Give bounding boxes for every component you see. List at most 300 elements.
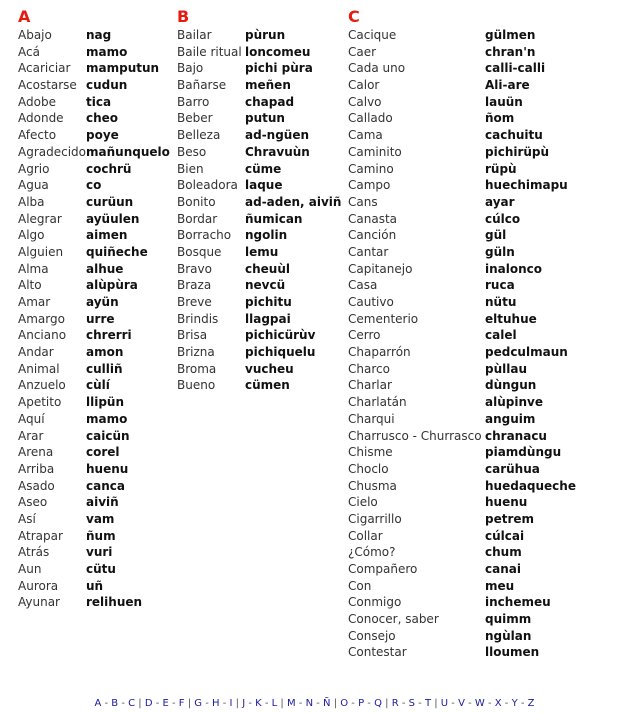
mapuche-term: ayüulen <box>86 211 140 226</box>
spanish-term: Acariciar <box>18 61 71 76</box>
spanish-term: Cama <box>348 128 383 143</box>
spanish-term: ¿Cómo? <box>348 545 396 560</box>
spanish-term: Adobe <box>18 94 56 109</box>
spanish-term: Amar <box>18 295 51 309</box>
mapuche-term: culliñ <box>86 361 123 376</box>
mapuche-term: mañunquelo <box>86 144 170 159</box>
spanish-term: Contestar <box>348 645 407 660</box>
spanish-term: Atrás <box>18 545 50 560</box>
spanish-term: Abajo <box>18 28 52 42</box>
spanish-term: Charco <box>348 361 390 376</box>
spanish-term: Charqui <box>348 411 395 426</box>
glossary-row <box>348 311 537 328</box>
spanish-term: Bajo <box>177 61 204 76</box>
glossary-row <box>18 211 140 228</box>
spanish-term: Bañarse <box>177 78 227 93</box>
alphabet-link[interactable]: K <box>255 698 262 709</box>
group-separator: | <box>277 698 287 709</box>
alphabet-link[interactable]: S <box>408 698 415 709</box>
mapuche-term: cümen <box>245 378 290 393</box>
alphabet-link[interactable]: E <box>162 698 169 709</box>
group-separator: | <box>381 698 392 709</box>
glossary-row <box>18 494 119 511</box>
spanish-term: Alguien <box>18 244 64 259</box>
spanish-term: Aseo <box>18 495 48 510</box>
glossary-row <box>18 361 123 378</box>
glossary-row <box>177 161 282 178</box>
mapuche-term: cudun <box>86 78 128 93</box>
mapuche-term: eltuhue <box>485 311 537 326</box>
mapuche-term: mamo <box>86 44 128 59</box>
mapuche-term: petrem <box>485 511 535 526</box>
mapuche-term: inalonco <box>485 261 543 276</box>
mapuche-term: chrerri <box>86 328 132 343</box>
glossary-row <box>18 94 112 111</box>
glossary-row <box>177 77 291 94</box>
group-separator: | <box>431 698 441 709</box>
group-separator: | <box>232 698 243 709</box>
glossary-row <box>177 127 310 144</box>
letter-separator: - <box>261 698 272 709</box>
mapuche-term: laque <box>245 178 283 193</box>
spanish-term: Baile ritual <box>177 44 242 59</box>
mapuche-term: cütu <box>86 562 116 576</box>
letter-separator: - <box>219 698 230 709</box>
glossary-row <box>18 60 160 77</box>
spanish-term: Breve <box>177 295 212 309</box>
spanish-term: Agua <box>18 178 49 193</box>
glossary-row <box>348 194 515 211</box>
mapuche-term: nütu <box>485 295 517 309</box>
mapuche-term: alùpùra <box>86 278 138 293</box>
glossary-row <box>348 94 523 111</box>
glossary-row <box>177 377 290 394</box>
spanish-term: Alma <box>18 261 49 276</box>
spanish-term: Afecto <box>18 128 57 143</box>
letter-separator: - <box>501 698 512 709</box>
glossary-row <box>18 44 128 61</box>
mapuche-term: ñumican <box>245 211 303 226</box>
spanish-term: Brindis <box>177 311 219 326</box>
mapuche-term: ngolin <box>245 228 288 243</box>
glossary-row <box>348 394 543 411</box>
mapuche-term: nag <box>86 28 112 42</box>
alphabet-link[interactable]: L <box>271 698 278 709</box>
glossary-row <box>348 461 540 478</box>
glossary-row <box>177 94 295 111</box>
spanish-term: Campo <box>348 178 391 193</box>
mapuche-term: cochrü <box>86 161 132 176</box>
glossary-row <box>18 161 132 178</box>
glossary-row <box>348 411 536 428</box>
glossary-row <box>177 144 310 161</box>
alphabet-link[interactable]: C <box>128 698 136 709</box>
spanish-term: Calvo <box>348 94 382 109</box>
mapuche-term: canca <box>86 478 125 493</box>
spanish-term: Compañero <box>348 562 418 576</box>
letter-separator: - <box>245 698 256 709</box>
group-separator: | <box>330 698 341 709</box>
alphabet-link[interactable]: H <box>212 698 220 709</box>
mapuche-term: ad-ngüen <box>245 128 310 143</box>
mapuche-term: ngùlan <box>485 628 532 643</box>
spanish-term: Charrusco - Churrasco <box>348 428 482 443</box>
spanish-term: Aquí <box>18 411 45 426</box>
alphabet-navigation <box>0 698 629 709</box>
mapuche-term: pichi pùra <box>245 61 313 76</box>
spanish-term: Amargo <box>18 311 65 326</box>
mapuche-term: ayün <box>86 295 119 309</box>
glossary-row <box>177 177 283 194</box>
mapuche-term: rüpù <box>485 161 517 176</box>
glossary-row <box>177 361 294 378</box>
glossary-row <box>18 127 119 144</box>
mapuche-term: aiviñ <box>86 495 119 510</box>
glossary-row <box>348 377 537 394</box>
letter-separator: - <box>202 698 213 709</box>
letter-separator: - <box>313 698 324 709</box>
glossary-row <box>18 261 124 278</box>
alphabet-link[interactable]: X <box>494 698 502 709</box>
spanish-term: Apetito <box>18 395 62 410</box>
mapuche-term: quiñeche <box>86 244 148 259</box>
word-list-c <box>348 27 576 661</box>
alphabet-link[interactable]: Q <box>374 698 382 709</box>
glossary-row <box>18 528 116 545</box>
glossary-row <box>348 561 521 578</box>
glossary-row <box>18 511 115 528</box>
spanish-term: Charlar <box>348 378 392 393</box>
mapuche-term: chranacu <box>485 428 547 443</box>
mapuche-term: pùrun <box>245 28 286 42</box>
letter-separator: - <box>364 698 375 709</box>
glossary-row <box>177 27 286 44</box>
mapuche-term: lauün <box>485 94 523 109</box>
glossary-row <box>18 177 102 194</box>
glossary-row <box>348 77 530 94</box>
alphabet-link[interactable]: V <box>458 698 465 709</box>
spanish-term: Acá <box>18 44 40 59</box>
glossary-row <box>18 561 116 578</box>
spanish-term: Andar <box>18 345 54 360</box>
glossary-row <box>348 227 507 244</box>
spanish-term: Beber <box>177 111 213 126</box>
glossary-row <box>348 361 527 378</box>
mapuche-term: huechimapu <box>485 178 568 193</box>
spanish-term: Cacique <box>348 28 397 42</box>
spanish-term: Callado <box>348 111 393 126</box>
section-letter-c: C <box>348 7 360 26</box>
spanish-term: Bravo <box>177 261 212 276</box>
glossary-row <box>348 177 568 194</box>
spanish-term: Arena <box>18 445 54 460</box>
glossary-row <box>348 494 528 511</box>
mapuche-term: ñom <box>485 111 515 126</box>
glossary-row <box>348 544 522 561</box>
glossary-row <box>348 428 547 445</box>
glossary-row <box>18 294 119 311</box>
mapuche-term: lemu <box>245 244 279 259</box>
glossary-row <box>177 294 292 311</box>
glossary-row <box>348 578 515 595</box>
spanish-term: Chisme <box>348 445 393 460</box>
glossary-row <box>177 60 313 77</box>
spanish-term: Arar <box>18 428 44 443</box>
mapuche-term: dùngun <box>485 378 537 393</box>
mapuche-term: poye <box>86 128 119 143</box>
alphabet-link[interactable]: T <box>424 698 432 709</box>
spanish-term: Cautivo <box>348 295 394 309</box>
spanish-term: Así <box>18 511 36 526</box>
mapuche-term: quimm <box>485 612 532 627</box>
word-list-a <box>18 27 170 611</box>
mapuche-term: pedculmaun <box>485 345 568 360</box>
alphabet-link[interactable]: W <box>474 698 485 709</box>
mapuche-term: curüun <box>86 194 134 209</box>
spanish-term: Cementerio <box>348 311 419 326</box>
alphabet-link[interactable]: P <box>358 698 365 709</box>
glossary-row <box>348 628 532 645</box>
mapuche-term: vucheu <box>245 361 294 376</box>
alphabet-link[interactable]: I <box>229 698 233 709</box>
mapuche-term: cúlcai <box>485 528 525 543</box>
glossary-row <box>18 478 125 495</box>
mapuche-term: chran'n <box>485 44 536 59</box>
mapuche-term: calli-calli <box>485 61 546 76</box>
spanish-term: Bueno <box>177 378 216 393</box>
mapuche-term: corel <box>86 445 120 460</box>
mapuche-term: cüme <box>245 161 282 176</box>
glossary-row <box>18 27 112 44</box>
glossary-row <box>18 327 132 344</box>
glossary-row <box>348 44 536 61</box>
mapuche-term: ñum <box>86 528 116 543</box>
glossary-row <box>348 611 532 628</box>
mapuche-term: aimen <box>86 228 128 243</box>
mapuche-term: amon <box>86 345 124 360</box>
glossary-row <box>348 244 515 261</box>
mapuche-term: pùllau <box>485 361 527 376</box>
spanish-term: Alba <box>18 194 45 209</box>
spanish-term: Brisa <box>177 328 208 343</box>
letter-separator: - <box>414 698 425 709</box>
glossary-row <box>348 344 568 361</box>
glossary-row <box>348 478 576 495</box>
spanish-term: Chaparrón <box>348 345 411 360</box>
glossary-row <box>18 544 113 561</box>
glossary-row <box>348 444 562 461</box>
glossary-row <box>18 444 120 461</box>
alphabet-link[interactable]: B <box>111 698 119 709</box>
letter-separator: - <box>168 698 179 709</box>
glossary-row <box>348 60 546 77</box>
mapuche-term: vam <box>86 511 115 526</box>
glossary-row <box>18 194 134 211</box>
letter-separator: - <box>398 698 409 709</box>
mapuche-term: gül <box>485 228 507 243</box>
glossary-row <box>348 644 540 661</box>
letter-separator: - <box>484 698 495 709</box>
mapuche-term: pichitu <box>245 295 292 309</box>
mapuche-term: vuri <box>86 545 113 560</box>
alphabet-link[interactable]: D <box>144 698 153 709</box>
mapuche-term: meñen <box>245 78 291 93</box>
mapuche-term: chapad <box>245 94 295 109</box>
group-separator: | <box>135 698 145 709</box>
glossary-row <box>348 327 517 344</box>
spanish-term: Collar <box>348 528 383 543</box>
spanish-term: Asado <box>18 478 55 493</box>
mapuche-term: anguim <box>485 411 536 426</box>
section-b <box>177 6 342 394</box>
spanish-term: Cantar <box>348 244 389 259</box>
spanish-term: Cigarrillo <box>348 511 402 526</box>
letter-separator: - <box>101 698 112 709</box>
mapuche-term: inchemeu <box>485 595 551 610</box>
spanish-term: Casa <box>348 278 378 293</box>
spanish-term: Brizna <box>177 345 215 360</box>
glossary-row <box>348 27 536 44</box>
spanish-term: Bonito <box>177 194 216 209</box>
glossary-row <box>18 311 115 328</box>
mapuche-term: cùlí <box>86 378 110 393</box>
mapuche-term: uñ <box>86 578 104 593</box>
spanish-term: Barro <box>177 94 210 109</box>
glossary-row <box>177 211 303 228</box>
spanish-term: Bien <box>177 161 204 176</box>
glossary-row <box>18 344 124 361</box>
spanish-term: Bosque <box>177 244 222 259</box>
spanish-term: Alegrar <box>18 211 62 226</box>
spanish-term: Bailar <box>177 28 212 42</box>
alphabet-link[interactable]: F <box>178 698 185 709</box>
glossary-row <box>177 327 316 344</box>
spanish-term: Boleadora <box>177 178 238 193</box>
alphabet-link[interactable]: Y <box>511 698 518 709</box>
alphabet-link[interactable]: U <box>440 698 449 709</box>
spanish-term: Broma <box>177 361 217 376</box>
glossary-row <box>18 461 129 478</box>
alphabet-link[interactable]: A <box>94 698 102 709</box>
spanish-term: Charlatán <box>348 395 407 410</box>
mapuche-term: piamdùngu <box>485 445 562 460</box>
glossary-row <box>177 110 285 127</box>
glossary-row <box>348 211 521 228</box>
mapuche-term: mamo <box>86 411 128 426</box>
mapuche-term: pichicürùv <box>245 328 316 343</box>
mapuche-term: calel <box>485 328 517 343</box>
spanish-term: Animal <box>18 361 60 376</box>
spanish-term: Aun <box>18 562 42 576</box>
spanish-term: Conmigo <box>348 595 402 610</box>
spanish-term: Beso <box>177 144 207 159</box>
mapuche-term: cheo <box>86 111 119 126</box>
mapuche-term: llagpai <box>245 311 291 326</box>
mapuche-term: urre <box>86 311 115 326</box>
spanish-term: Choclo <box>348 461 389 476</box>
mapuche-term: nevcü <box>245 278 286 293</box>
alphabet-link[interactable]: R <box>391 698 399 709</box>
spanish-term: Camino <box>348 161 394 176</box>
glossary-row <box>177 277 286 294</box>
glossary-row <box>348 144 550 161</box>
spanish-term: Chusma <box>348 478 397 493</box>
spanish-term: Capitanejo <box>348 261 413 276</box>
mapuche-term: ad-aden, aiviñ <box>245 194 342 209</box>
glossary-row <box>18 244 148 261</box>
mapuche-term: gülmen <box>485 28 536 42</box>
glossary-row <box>18 394 125 411</box>
glossary-row <box>348 511 535 528</box>
glossary-row <box>348 161 517 178</box>
alphabet-link[interactable]: N <box>305 698 314 709</box>
spanish-term: Cerro <box>348 328 381 343</box>
spanish-term: Braza <box>177 278 212 293</box>
mapuche-term: relihuen <box>86 595 143 610</box>
glossary-row <box>18 227 128 244</box>
glossary-row <box>348 294 517 311</box>
section-letter-b: B <box>177 7 190 26</box>
mapuche-term: Chravuùn <box>245 144 310 159</box>
spanish-term: Calor <box>348 78 380 93</box>
alphabet-link[interactable]: G <box>194 698 203 709</box>
glossary-row <box>18 77 128 94</box>
glossary-row <box>18 594 143 611</box>
glossary-row <box>177 227 288 244</box>
spanish-term: Anciano <box>18 328 67 343</box>
spanish-term: Canción <box>348 228 397 243</box>
alphabet-link[interactable]: O <box>340 698 349 709</box>
letter-separator: - <box>152 698 163 709</box>
glossary-row <box>18 110 119 127</box>
letter-separator: - <box>295 698 306 709</box>
glossary-row <box>18 578 104 595</box>
mapuche-term: carühua <box>485 461 540 476</box>
alphabet-link[interactable]: J <box>242 698 246 709</box>
mapuche-term: pichiquelu <box>245 345 316 360</box>
spanish-term: Anzuelo <box>18 378 66 393</box>
alphabet-link[interactable]: M <box>286 698 296 709</box>
glossary-row <box>348 261 543 278</box>
glossary-row <box>177 311 291 328</box>
glossary-row <box>18 411 128 428</box>
glossary-row <box>177 344 316 361</box>
spanish-term: Belleza <box>177 128 221 143</box>
spanish-term: Cielo <box>348 495 378 510</box>
mapuche-term: tica <box>86 94 112 109</box>
mapuche-term: pichirüpù <box>485 144 550 159</box>
glossary-row <box>18 377 110 394</box>
spanish-term: Caminito <box>348 144 402 159</box>
mapuche-term: alùpinve <box>485 395 543 410</box>
glossary-row <box>18 277 138 294</box>
spanish-term: Consejo <box>348 628 396 643</box>
mapuche-term: huedaqueche <box>485 478 576 493</box>
mapuche-term: mamputun <box>86 61 160 76</box>
spanish-term: Alto <box>18 278 42 293</box>
glossary-row <box>177 261 290 278</box>
mapuche-term: co <box>86 178 102 193</box>
spanish-term: Cada uno <box>348 61 406 76</box>
group-separator: | <box>184 698 195 709</box>
spanish-term: Atrapar <box>18 528 63 543</box>
glossary-row <box>348 110 515 127</box>
glossary-row <box>348 127 543 144</box>
spanish-term: Borracho <box>177 228 232 243</box>
alphabet-link[interactable]: Z <box>527 698 535 709</box>
mapuche-term: canai <box>485 562 521 576</box>
alphabet-link[interactable]: Ñ <box>323 698 331 709</box>
